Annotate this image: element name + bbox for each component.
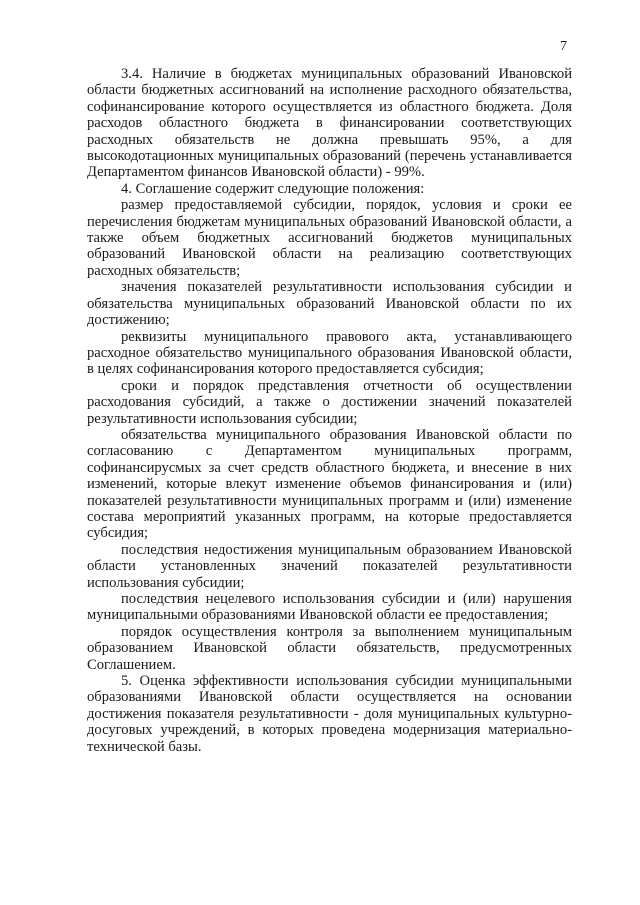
- paragraph-5-efficiency-assessment: 5. Оценка эффективности использования субсидии муниципальными образованиями Ивановской области осуществляется на основании достижения показателя результативности - доля муниципальных культурно-досуговых учреждений, в которых проведена модернизация материально-технической базы.: [87, 673, 572, 755]
- paragraph-misuse-consequences: последствия нецелевого использования субсидии и (или) нарушения муниципальными образованиями Ивановской области ее предоставления;: [87, 591, 572, 624]
- paragraph-reporting-terms: сроки и порядок представления отчетности об осуществлении расходования субсидий, а также о достижении значений показателей результативности использования субсидии;: [87, 377, 572, 427]
- paragraph-legal-act-details: реквизиты муниципального правового акта, устанавливающего расходное обязательство муниципального образования Ивановской области, в целях софинансирования которого предоставляется субсидия;: [87, 328, 572, 378]
- document-body: [87, 66, 572, 755]
- page-number: 7: [560, 39, 567, 54]
- paragraph-4-agreement-intro: 4. Соглашение содержит следующие положения:: [121, 180, 425, 197]
- paragraph-control-procedure: порядок осуществления контроля за выполнением муниципальным образованием Ивановской области обязательств, предусмотренных Соглашением.: [87, 623, 572, 673]
- paragraph-performance-indicators: значения показателей результативности использования субсидии и обязательства муниципальных образований Ивановской области по их достижению;: [87, 279, 572, 329]
- paragraph-program-obligations: обязательства муниципального образования Ивановской области по согласованию с Департаментом муниципальных программ, софинансирусмых за счет средств областного бюджета, и внесение в них изменений, которые влекут изменение объемов финансирования и (или) показателей результативности муниципальных программ и (или) изменение состава мероприятий указанных программ, на которые предоставляется субсидия;: [87, 426, 572, 542]
- paragraph-subsidy-size: размер предоставляемой субсидии, порядок, условия и сроки ее перечисления бюджетам муниципальных образований Ивановской области, а также объем бюджетных ассигнований бюджетов муниципальных образований Ивановской области на реализацию соответствующих расходных обязательств;: [87, 197, 572, 279]
- paragraph-non-achievement-consequences: последствия недостижения муниципальным образованием Ивановской области установленных значений показателей результативности использования субсидии;: [87, 541, 572, 591]
- paragraph-3-4-budget-allocations: 3.4. Наличие в бюджетах муниципальных образований Ивановской области бюджетных ассигнований на исполнение расходного обязательства, софинансирование которого осуществляется из областного бюджета. Доля расходов областного бюджета в финансировании соответствующих расходных обязательств не должна превышать 95%, а для высокодотационных муниципальных образований (перечень устанавливается Департаментом финансов Ивановской области) - 99%.: [87, 66, 572, 181]
